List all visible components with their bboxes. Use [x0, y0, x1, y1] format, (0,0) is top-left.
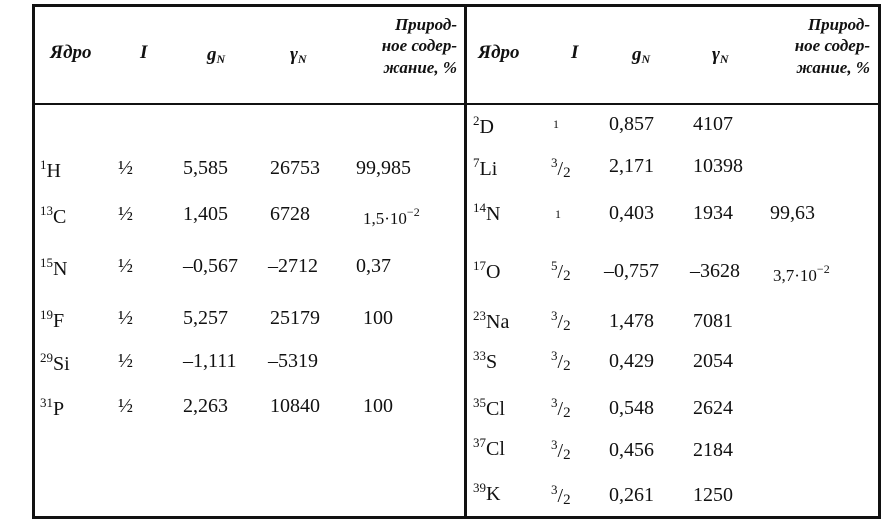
- nucleus-cell: $^2$D: [473, 113, 494, 138]
- gamma-cell: –5319: [268, 350, 318, 372]
- natural-abundance-cell: $1,5\cdot 10^{-2}$: [363, 205, 420, 228]
- header-g-left: $g_N$: [207, 44, 226, 66]
- header-nucleus-right: Ядро: [478, 42, 520, 63]
- nucleus-cell: $^7$Li: [473, 155, 498, 180]
- nucleus-cell: $^{14}$N: [473, 200, 501, 225]
- g-factor-cell: 5,257: [183, 307, 228, 329]
- g-factor-cell: 2,171: [609, 155, 654, 177]
- header-gamma-right: $\gamma_N$: [712, 44, 729, 66]
- header-natural-left: Природ- ное содер- жание, %: [381, 15, 457, 77]
- g-factor-cell: 1,478: [609, 310, 654, 332]
- gamma-cell: 10840: [270, 395, 320, 417]
- gamma-cell: 7081: [693, 310, 733, 332]
- nucleus-cell: $^{29}$Si: [40, 350, 70, 375]
- spin-cell: ½: [118, 395, 133, 417]
- nucleus-cell: $^{37}$Cl: [473, 435, 505, 460]
- g-factor-cell: 0,548: [609, 397, 654, 419]
- header-spin-right: I: [571, 42, 579, 63]
- g-factor-cell: 0,429: [609, 350, 654, 372]
- spin-cell: ½: [118, 157, 133, 179]
- g-factor-cell: 5,585: [183, 157, 228, 179]
- nucleus-cell: $^{19}$F: [40, 307, 65, 332]
- natural-abundance-cell: 0,37: [356, 255, 391, 277]
- gamma-cell: 1250: [693, 484, 733, 506]
- nucleus-cell: $^{39}$K: [473, 480, 501, 505]
- spin-cell: ½: [118, 307, 133, 329]
- gamma-cell: 26753: [270, 157, 320, 179]
- spin-cell: $^3/_2$: [551, 437, 571, 463]
- gamma-cell: 1934: [693, 202, 733, 224]
- g-factor-cell: 0,403: [609, 202, 654, 224]
- header-g-right: $g_N$: [632, 44, 651, 66]
- nucleus-cell: $^{23}$Na: [473, 308, 510, 333]
- header-gamma-left: $\gamma_N$: [290, 44, 307, 66]
- spin-cell: $^3/_2$: [551, 308, 571, 334]
- spin-cell: $^3/_2$: [551, 155, 571, 181]
- gamma-cell: 25179: [270, 307, 320, 329]
- natural-abundance-cell: $3,7\cdot 10^{-2}$: [773, 262, 830, 285]
- column-divider: [464, 4, 467, 519]
- nucleus-cell: $^{35}$Cl: [473, 395, 505, 420]
- gamma-cell: 2624: [693, 397, 733, 419]
- gamma-cell: 6728: [270, 203, 310, 225]
- nucleus-cell: $^{33}$S: [473, 348, 498, 373]
- gamma-cell: 10398: [693, 155, 743, 177]
- nucleus-cell: $^{13}$C: [40, 203, 67, 228]
- spin-cell: $^3/_2$: [551, 348, 571, 374]
- g-factor-cell: 0,857: [609, 113, 654, 135]
- natural-abundance-cell: 100: [363, 307, 393, 329]
- spin-cell: ½: [118, 203, 133, 225]
- g-factor-cell: –0,567: [183, 255, 238, 277]
- g-factor-cell: 1,405: [183, 203, 228, 225]
- header-spin-left: I: [140, 42, 148, 63]
- gamma-cell: 2054: [693, 350, 733, 372]
- g-factor-cell: –0,757: [604, 260, 659, 282]
- spin-cell: 1: [555, 207, 561, 221]
- gamma-cell: –2712: [268, 255, 318, 277]
- gamma-cell: –3628: [690, 260, 740, 282]
- spin-cell: ½: [118, 255, 133, 277]
- spin-cell: $^5/_2$: [551, 258, 571, 284]
- natural-abundance-cell: 100: [363, 395, 393, 417]
- g-factor-cell: 0,456: [609, 439, 654, 461]
- header-nucleus-left: Ядро: [50, 42, 92, 63]
- nucleus-cell: $^{17}$O: [473, 258, 501, 283]
- spin-cell: $^3/_2$: [551, 482, 571, 508]
- g-factor-cell: –1,111: [183, 350, 237, 372]
- g-factor-cell: 2,263: [183, 395, 228, 417]
- gamma-cell: 4107: [693, 113, 733, 135]
- spin-cell: $^3/_2$: [551, 395, 571, 421]
- nucleus-cell: $^{31}$P: [40, 395, 65, 420]
- nucleus-cell: $^{15}$N: [40, 255, 68, 280]
- spin-cell: 1: [553, 117, 559, 131]
- header-rule: [32, 103, 881, 105]
- g-factor-cell: 0,261: [609, 484, 654, 506]
- nucleus-cell: $^1$H: [40, 157, 61, 182]
- natural-abundance-cell: 99,985: [356, 157, 411, 179]
- header-natural-right: Природ- ное содер- жание, %: [794, 15, 870, 77]
- spin-cell: ½: [118, 350, 133, 372]
- table-frame: [32, 4, 881, 519]
- gamma-cell: 2184: [693, 439, 733, 461]
- natural-abundance-cell: 99,63: [770, 202, 815, 224]
